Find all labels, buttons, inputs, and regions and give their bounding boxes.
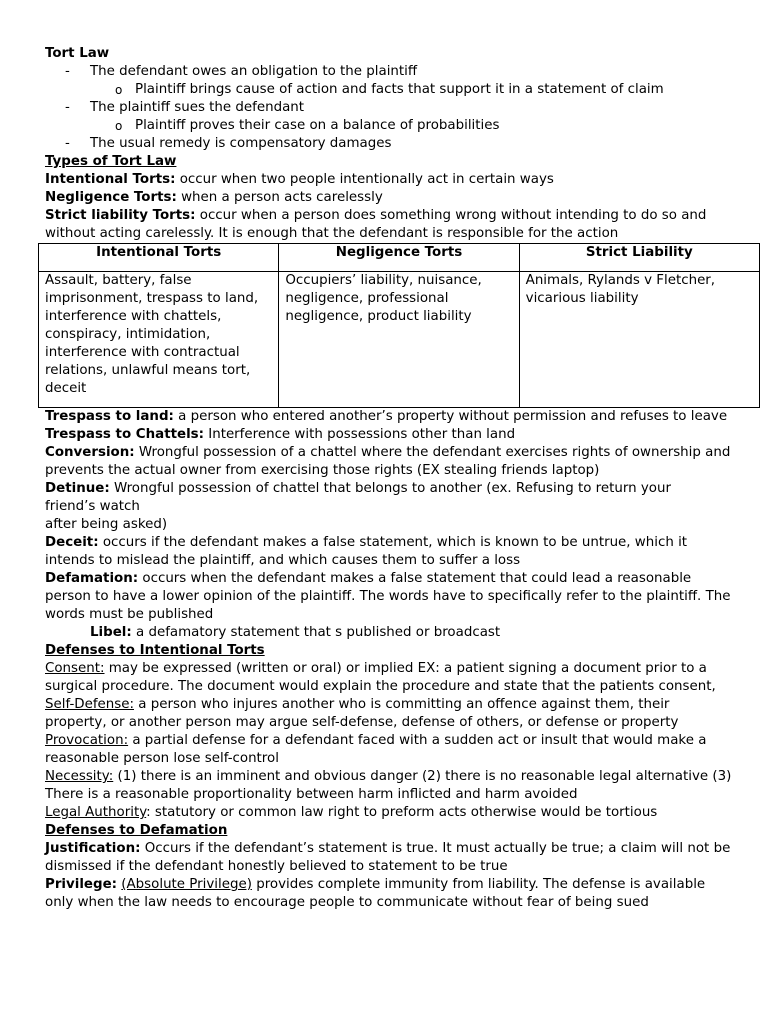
type-definition: Negligence Torts: when a person acts carelessly [45,190,383,205]
type-definition: Intentional Torts: occur when two people intentionally act in certain ways [45,172,554,187]
table-header-cell: Strict Liability [519,244,759,272]
table-cell: Occupiers’ liability, nuisance, negligence, professional negligence, product liability [279,272,519,408]
definition: Trespass to Chattels: Interference with possessions other than land [45,427,516,442]
tort-types-table [38,243,760,408]
intro-list [45,63,735,153]
table-header-cell: Negligence Torts [279,244,519,272]
circle-bullet: o [115,119,123,133]
section-heading-defenses-defamation: Defenses to Defamation [45,823,228,838]
dash-bullet: - [65,100,70,115]
dash-bullet: - [65,136,70,151]
section-heading-types: Types of Tort Law [45,154,177,169]
list-item: o Plaintiff proves their case on a balance of probabilities [115,118,500,133]
dash-bullet: - [65,64,70,79]
defense-definition: Necessity: (1) there is an imminent and obvious danger (2) there is no reasonable legal alternative (3) There is a reasonable proportionality between harm inflicted and harm avoided [45,769,732,802]
defense-definition: Provocation: a partial defense for a defendant faced with a sudden act or insult that would make a reasonable person lose self-control [45,733,707,766]
definition: Deceit: occurs if the defendant makes a false statement, which is known to be untrue, which it intends to mislead the plaintiff, and which causes them to suffer a loss [45,535,688,568]
list-item: - The defendant owes an obligation to the plaintiff [65,64,418,79]
definition: Conversion: Wrongful possession of a chattel where the defendant exercises rights of ownership and prevents the actual owner from exercising those rights (EX stealing friends laptop) [45,445,731,478]
defense-definition: Justification: Occurs if the defendant’s statement is true. It must actually be true; a claim will not be dismissed if the defendant honestly believed to statement to be true [45,841,731,874]
table-header-row [39,244,760,272]
table-row [39,272,760,408]
list-item: - The usual remedy is compensatory damages [65,136,392,151]
definition: Trespass to land: a person who entered another’s property without permission and refuses to leave [45,409,728,424]
document-title: Tort Law [45,46,110,61]
defense-definition: Legal Authority: statutory or common law right to preform acts otherwise would be tortious [45,805,658,820]
list-item: o Plaintiff brings cause of action and facts that support it in a statement of claim [115,82,664,97]
defense-definition: Privilege: (Absolute Privilege) provides complete immunity from liability. The defense is available only when the law needs to encourage people to communicate without fear of being sued [45,877,706,910]
definition: Detinue: Wrongful possession of chattel that belongs to another (ex. Refusing to return your friend’s watch [45,481,671,514]
libel-definition: Libel: a defamatory statement that s published or broadcast [90,625,501,640]
table-cell: Animals, Rylands v Fletcher, vicarious liability [519,272,759,408]
table-cell: Assault, battery, false imprisonment, trespass to land, interference with chattels, conspiracy, intimidation, interference with contractual relations, unlawful means tort, deceit [39,272,279,408]
type-definition: Strict liability Torts: occur when a person does something wrong without intending to do so and without acting carelessly. It is enough that the defendant is responsible for the action [45,208,707,241]
definition-continuation: after being asked) [45,517,168,532]
document-page [45,45,735,912]
definition: Defamation: occurs when the defendant makes a false statement that could lead a reasonable person to have a lower opinion of the plaintiff. The words have to specifically refer to the plaintiff. The words must be published [45,571,731,622]
circle-bullet: o [115,83,123,97]
section-heading-defenses-intentional: Defenses to Intentional Torts [45,643,265,658]
list-item: - The plaintiff sues the defendant [65,100,305,115]
defense-definition: Self-Defense: a person who injures another who is committing an offence against them, their property, or another person may argue self-defense, defense of others, or defense or property [45,697,679,730]
table-header-cell: Intentional Torts [39,244,279,272]
defense-definition: Consent: may be expressed (written or oral) or implied EX: a patient signing a document prior to a surgical procedure. The document would explain the procedure and state that the patients consent, [45,661,716,694]
